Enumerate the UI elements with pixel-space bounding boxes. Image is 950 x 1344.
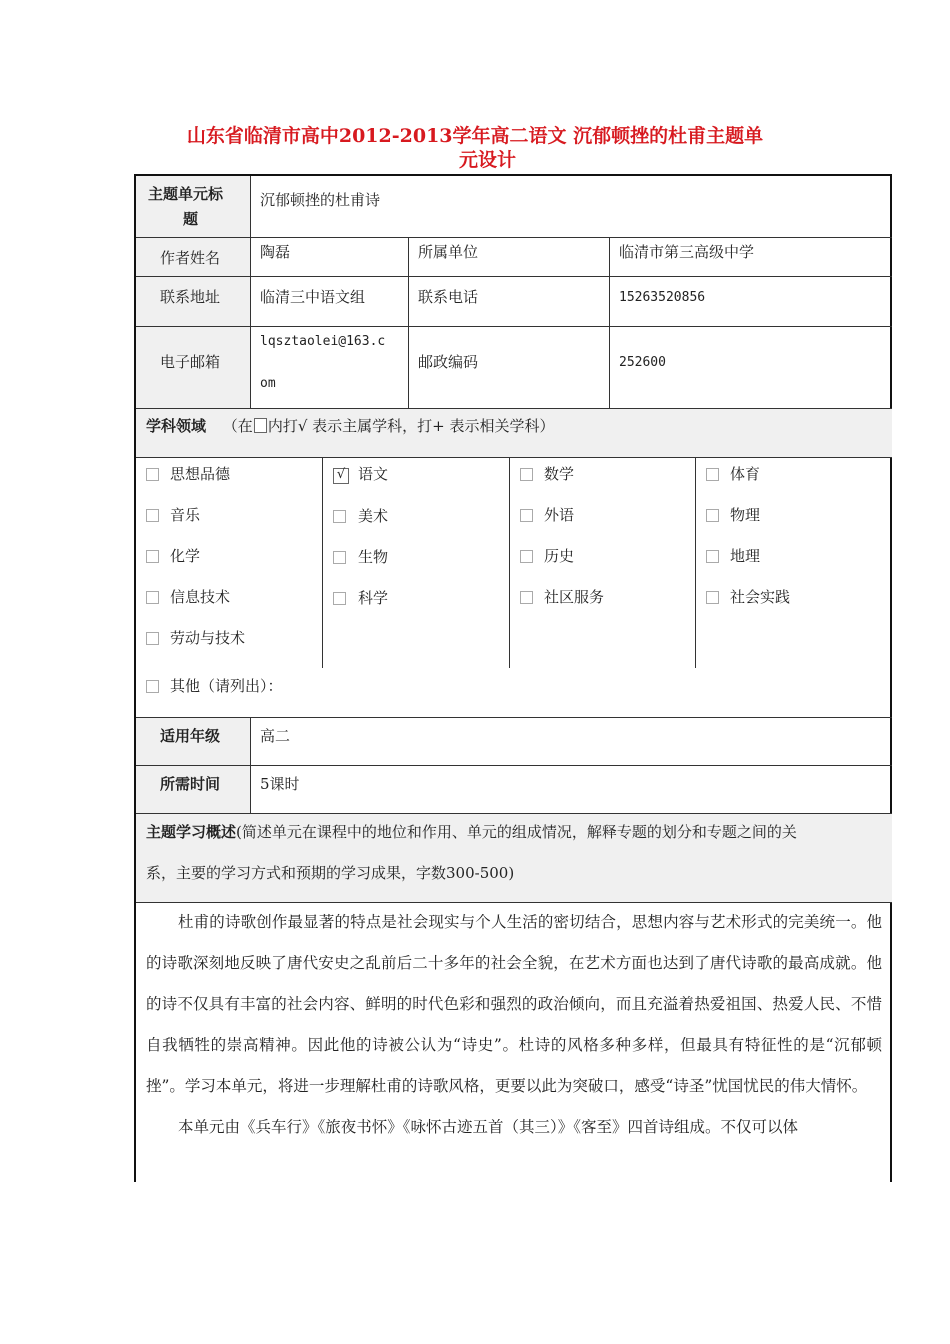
checkbox-shengwu[interactable] bbox=[333, 551, 346, 564]
checkbox-tiyu[interactable] bbox=[706, 468, 719, 481]
overview-hint-line2: 系，主要的学习方式和预期的学习成果，字数300-500) bbox=[146, 864, 515, 882]
box-icon bbox=[254, 418, 267, 433]
subject-label: 化学 bbox=[170, 547, 201, 565]
overview-hint-line1: (简述单元在课程中的地位和作用、单元的组成情况，解释专题的划分和专题之间的关 bbox=[236, 823, 797, 841]
address-label: 联系地址 bbox=[160, 288, 221, 306]
subject-area-note-suffix: 内打√ 表示主属学科，打+ 表示相关学科） bbox=[267, 417, 555, 435]
grade-label: 适用年级 bbox=[160, 727, 221, 745]
unit-design-table bbox=[134, 174, 892, 1182]
checkbox-yinyue[interactable] bbox=[146, 509, 159, 522]
checkbox-kexue[interactable] bbox=[333, 592, 346, 605]
unit-title-label-line1: 主题单元标 bbox=[148, 185, 224, 203]
subject-label: 生物 bbox=[358, 548, 389, 566]
checkbox-wuli[interactable] bbox=[706, 509, 719, 522]
subject-label: 体育 bbox=[730, 465, 761, 483]
checkbox-shuxue[interactable] bbox=[520, 468, 533, 481]
phone-value: 15263520856 bbox=[619, 290, 706, 305]
checkbox-huaxue[interactable] bbox=[146, 550, 159, 563]
author-value: 陶磊 bbox=[260, 243, 291, 261]
org-label: 所属单位 bbox=[418, 243, 479, 261]
subject-label: 外语 bbox=[544, 506, 575, 524]
subject-area-label: 学科领域 bbox=[146, 417, 207, 435]
checkbox-shehuishijian[interactable] bbox=[706, 591, 719, 604]
checkbox-sixiangpinde[interactable] bbox=[146, 468, 159, 481]
checkbox-other[interactable] bbox=[146, 680, 159, 693]
address-value: 临清三中语文组 bbox=[260, 288, 366, 306]
document-title: 山东省临清市高中2012-2013学年高二语文 沉郁顿挫的杜甫主题单 bbox=[186, 125, 764, 147]
email-value-line2: om bbox=[260, 376, 276, 391]
checkbox-dili[interactable] bbox=[706, 550, 719, 563]
subject-label: 音乐 bbox=[170, 506, 201, 524]
org-value: 临清市第三高级中学 bbox=[619, 243, 755, 261]
author-label: 作者姓名 bbox=[160, 249, 221, 267]
phone-label: 联系电话 bbox=[418, 288, 479, 306]
overview-body bbox=[146, 902, 882, 1148]
checkbox-lishi[interactable] bbox=[520, 550, 533, 563]
checkbox-shequfuwu[interactable] bbox=[520, 591, 533, 604]
postcode-label: 邮政编码 bbox=[418, 353, 479, 371]
subject-label: 思想品德 bbox=[170, 465, 231, 483]
subject-label: 物理 bbox=[730, 506, 761, 524]
subject-label: 社会实践 bbox=[730, 588, 791, 606]
unit-title-value: 沉郁顿挫的杜甫诗 bbox=[260, 191, 381, 209]
time-value: 5课时 bbox=[260, 775, 300, 793]
checkbox-yuwen[interactable]: √ bbox=[333, 468, 349, 484]
postcode-value: 252600 bbox=[619, 355, 666, 370]
grade-value: 高二 bbox=[260, 727, 291, 745]
checkbox-xinxijishu[interactable] bbox=[146, 591, 159, 604]
overview-label: 主题学习概述 bbox=[146, 823, 237, 841]
subject-area-header bbox=[146, 416, 554, 436]
email-label: 电子邮箱 bbox=[160, 353, 221, 371]
subject-label: 信息技术 bbox=[170, 588, 231, 606]
checkbox-meishu[interactable] bbox=[333, 510, 346, 523]
subject-label: 历史 bbox=[544, 547, 575, 565]
unit-title-label-line2: 题 bbox=[183, 210, 199, 228]
other-label: 其他（请列出）： bbox=[170, 677, 283, 695]
subject-label: 地理 bbox=[730, 547, 761, 565]
document-title-continued: 元设计 bbox=[458, 149, 516, 171]
subject-label: 劳动与技术 bbox=[170, 629, 246, 647]
subject-label: 语文 bbox=[358, 465, 389, 483]
subject-label: 社区服务 bbox=[544, 588, 605, 606]
subject-area-note-prefix: （在 bbox=[222, 417, 253, 435]
subject-label: 科学 bbox=[358, 589, 389, 607]
checkbox-waiyu[interactable] bbox=[520, 509, 533, 522]
email-value-line1: lqsztaolei@163.c bbox=[260, 334, 386, 349]
time-label: 所需时间 bbox=[160, 775, 221, 793]
overview-paragraph: 杜甫的诗歌创作最显著的特点是社会现实与个人生活的密切结合，思想内容与艺术形式的完美统一。他的诗歌深刻地反映了唐代安史之乱前后二十多年的社会全貌，在艺术方面也达到了唐代诗歌的最高成就。他的诗不仅具有丰富的社会内容、鲜明的时代色彩和强烈的政治倾向，而且充溢着热爱祖国、热爱人民、不惜自我牺牲的崇高精神。因此他的诗被公认为“诗史”。杜诗的风格多种多样，但最具有特征性的是“沉郁顿挫”。学习本单元，将进一步理解杜甫的诗歌风格，更要以此为突破口，感受“诗圣”忧国忧民的伟大情怀。 bbox=[146, 913, 882, 1095]
subject-label: 美术 bbox=[358, 507, 389, 525]
subject-label: 数学 bbox=[544, 465, 575, 483]
checkbox-laodongyujishu[interactable] bbox=[146, 632, 159, 645]
overview-header-line1 bbox=[146, 822, 797, 842]
overview-paragraph: 本单元由《兵车行》《旅夜书怀》《咏怀古迹五首（其三）》《客至》四首诗组成。不仅可以体 bbox=[178, 1118, 799, 1136]
